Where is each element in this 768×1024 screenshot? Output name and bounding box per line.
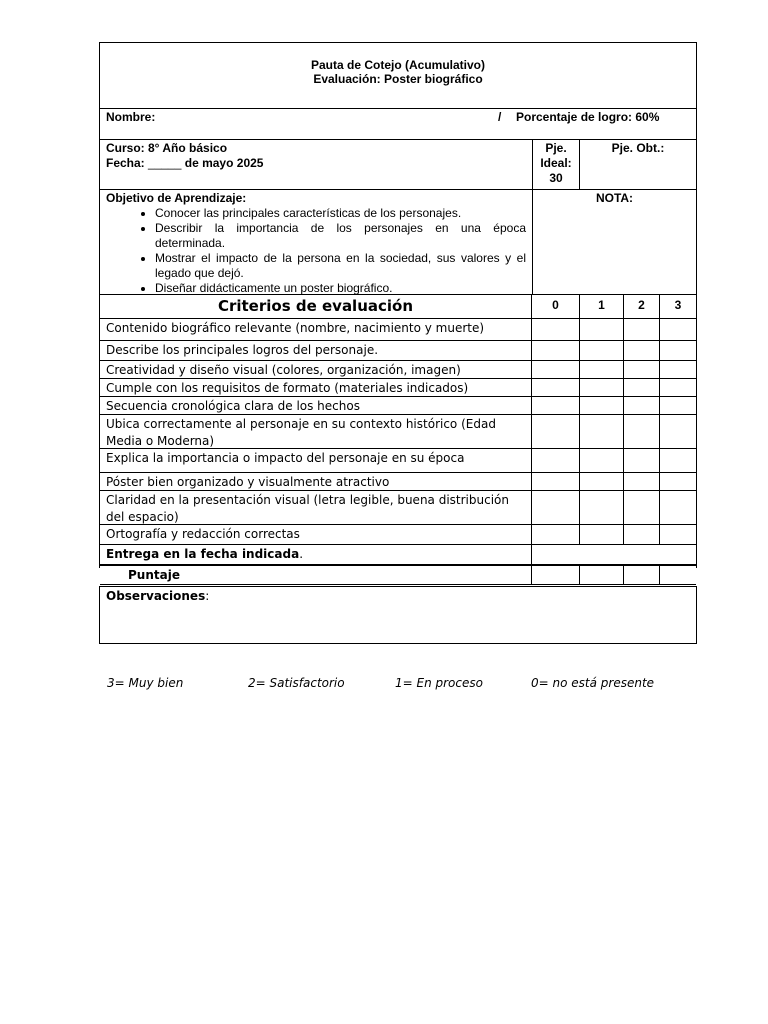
separator: /	[498, 110, 502, 124]
score-cell-1[interactable]	[580, 319, 624, 341]
score-cell-0[interactable]	[532, 361, 580, 379]
score-cell-0[interactable]	[532, 525, 580, 545]
score-cell-2[interactable]	[624, 341, 660, 361]
criterion-text: Cumple con los requisitos de formato (materiales indicados)	[100, 379, 532, 397]
criterion-text: Describe los principales logros del personaje.	[100, 341, 532, 361]
score-cell-2[interactable]	[624, 361, 660, 379]
course-info	[106, 141, 263, 171]
score-cell-3[interactable]	[660, 415, 696, 449]
objectives-heading: Objetivo de Aprendizaje:	[106, 191, 247, 205]
legend-very-good: 3= Muy bien	[107, 676, 184, 690]
score-column-0: 0	[532, 295, 580, 319]
document-title: Pauta de Cotejo (Acumulativo)	[310, 58, 486, 72]
observations-colon: :	[205, 589, 210, 603]
score-cell-1[interactable]	[580, 397, 624, 415]
criterion-text: Póster bien organizado y visualmente atractivo	[100, 473, 532, 491]
score-cell-2[interactable]	[624, 473, 660, 491]
score-cell-1[interactable]	[580, 361, 624, 379]
delivery-score-area[interactable]	[532, 545, 696, 565]
score-cell-1[interactable]	[580, 525, 624, 545]
score-cell-1[interactable]	[580, 379, 624, 397]
observations-box	[99, 586, 697, 644]
score-cell-1[interactable]	[580, 415, 624, 449]
score-cell-0[interactable]	[532, 473, 580, 491]
legend-not-present: 0= no está presente	[531, 676, 655, 690]
ideal-score-cell	[532, 140, 580, 190]
student-name-row	[99, 108, 697, 140]
observations-heading	[106, 588, 209, 604]
score-cell-2[interactable]	[624, 525, 660, 545]
achievement-percentage: Porcentaje de logro: 60%	[516, 110, 660, 124]
score-cell-0[interactable]	[532, 379, 580, 397]
score-cell-3[interactable]	[660, 449, 696, 473]
criterion-text: Ubica correctamente al personaje en su contexto histórico (Edad Media o Moderna)	[100, 415, 532, 449]
score-cell-3[interactable]	[660, 491, 696, 525]
score-column-2: 2	[624, 295, 660, 319]
total-score-cell-2[interactable]	[624, 565, 660, 585]
objectives-row	[99, 189, 697, 295]
score-cell-2[interactable]	[624, 491, 660, 525]
course-label: Curso: 8° Año básico	[106, 141, 228, 155]
document-subtitle: Evaluación: Poster biográfico	[313, 72, 483, 86]
objectives-list	[100, 206, 526, 296]
criterion-text: Explica la importancia o impacto del personaje en su época	[100, 449, 532, 473]
ideal-score-label: Pje. Ideal: 30	[540, 141, 572, 185]
score-cell-0[interactable]	[532, 449, 580, 473]
score-cell-0[interactable]	[532, 319, 580, 341]
grade-label: NOTA:	[595, 191, 634, 205]
score-cell-3[interactable]	[660, 319, 696, 341]
score-cell-1[interactable]	[580, 449, 624, 473]
date-line	[106, 156, 263, 171]
date-suffix: de mayo 2025	[184, 156, 264, 170]
score-cell-2[interactable]	[624, 319, 660, 341]
score-cell-2[interactable]	[624, 379, 660, 397]
score-cell-3[interactable]	[660, 341, 696, 361]
criterion-text: Claridad en la presentación visual (letra legible, buena distribución del espacio)	[100, 491, 532, 525]
score-column-3: 3	[660, 295, 696, 319]
score-cell-3[interactable]	[660, 379, 696, 397]
score-cell-1[interactable]	[580, 491, 624, 525]
score-column-1: 1	[580, 295, 624, 319]
criterion-text: Creatividad y diseño visual (colores, organización, imagen)	[100, 361, 532, 379]
score-cell-1[interactable]	[580, 341, 624, 361]
criterion-text: Secuencia cronológica clara de los hechos	[100, 397, 532, 415]
score-cell-0[interactable]	[532, 491, 580, 525]
score-cell-1[interactable]	[580, 473, 624, 491]
score-cell-0[interactable]	[532, 397, 580, 415]
score-cell-3[interactable]	[660, 361, 696, 379]
criteria-table	[99, 294, 697, 582]
name-label: Nombre:	[106, 110, 156, 124]
total-score-cell-1[interactable]	[580, 565, 624, 585]
score-cell-3[interactable]	[660, 525, 696, 545]
delivery-criterion	[100, 545, 532, 565]
delivery-label: Entrega en la fecha indicada	[106, 547, 300, 561]
objective-item: • Conocer las principales características de los personajes.	[155, 206, 526, 221]
score-cell-2[interactable]	[624, 449, 660, 473]
course-row	[99, 139, 697, 190]
score-cell-3[interactable]	[660, 473, 696, 491]
objective-item: • Mostrar el impacto de la persona en la sociedad, sus valores y el legado que dejó.	[155, 251, 526, 281]
objectives-block	[106, 191, 526, 296]
legend-satisfactory: 2= Satisfactorio	[248, 676, 345, 690]
observations-label: Observaciones	[106, 589, 206, 603]
criterion-text: Contenido biográfico relevante (nombre, nacimiento y muerte)	[100, 319, 532, 341]
criterion-text: Ortografía y redacción correctas	[100, 525, 532, 545]
score-cell-2[interactable]	[624, 397, 660, 415]
obtained-score-label: Pje. Obt.:	[611, 141, 665, 155]
total-score-cell-3[interactable]	[660, 565, 696, 585]
delivery-period: .	[299, 547, 304, 561]
score-cell-2[interactable]	[624, 415, 660, 449]
score-cell-0[interactable]	[532, 415, 580, 449]
date-label: Fecha:	[106, 156, 145, 170]
date-blank: _____	[148, 156, 182, 170]
objective-item: • Describir la importancia de los personajes en una época determinada.	[155, 221, 526, 251]
document-header	[99, 42, 697, 109]
legend-in-progress: 1= En proceso	[395, 676, 483, 690]
objective-item: • Diseñar didácticamente un poster biográfico.	[155, 281, 526, 296]
total-score-cell-0[interactable]	[532, 565, 580, 585]
criteria-heading: Criterios de evaluación	[100, 295, 532, 319]
objectives-divider	[532, 190, 533, 295]
score-cell-3[interactable]	[660, 397, 696, 415]
score-cell-0[interactable]	[532, 341, 580, 361]
total-score-label: Puntaje	[100, 565, 532, 585]
